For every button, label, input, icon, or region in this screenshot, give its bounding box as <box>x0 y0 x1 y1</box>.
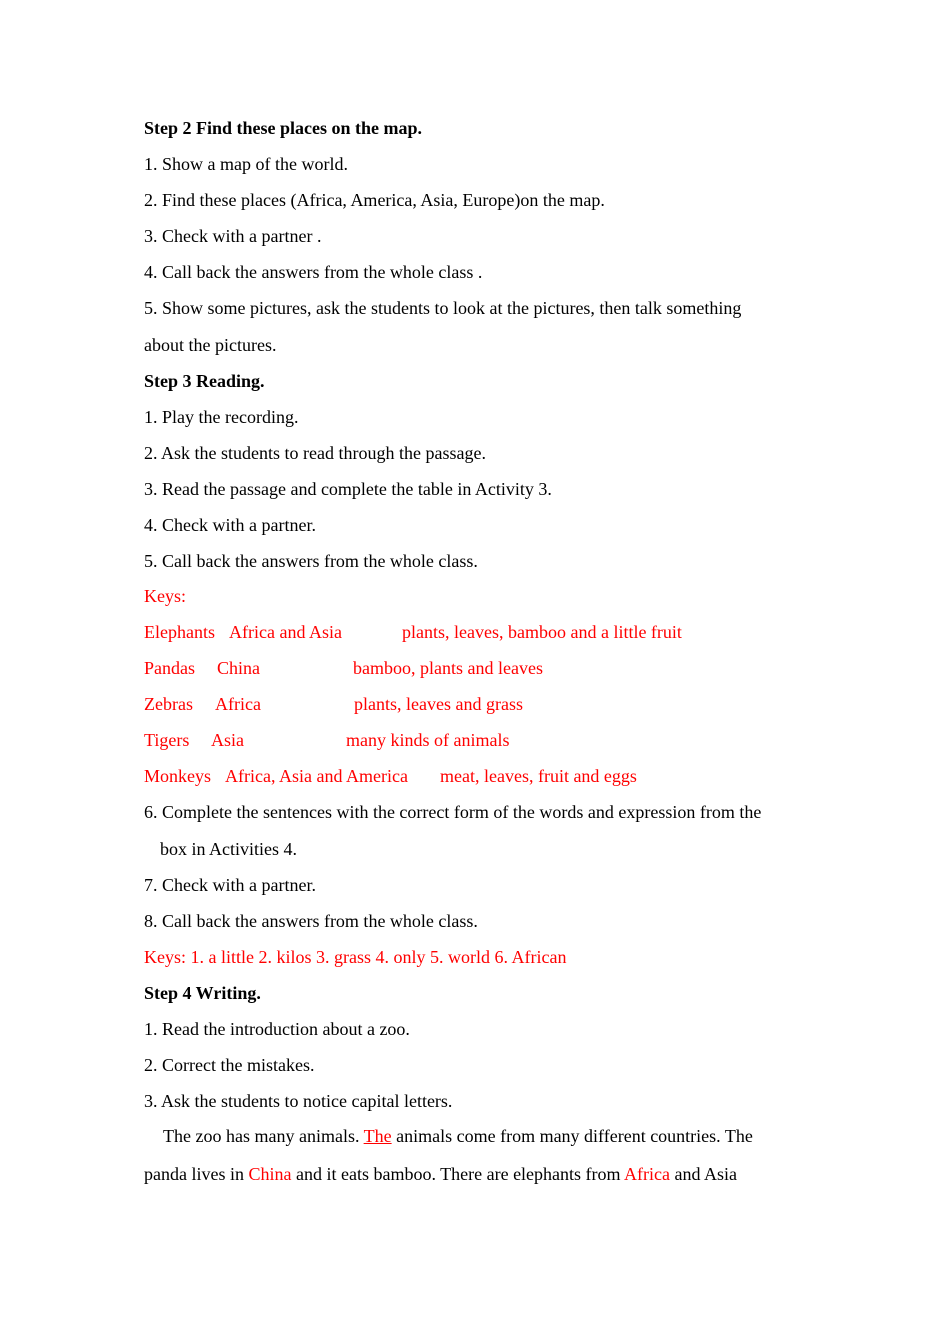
step3-item-5: 5. Call back the answers from the whole class. <box>144 551 478 571</box>
step2-item-3: 3. Check with a partner . <box>144 226 322 246</box>
step4-item-3: 3. Ask the students to notice capital letters. <box>144 1091 453 1111</box>
table-cell-food: plants, leaves and grass <box>354 694 523 714</box>
step3-item-6: 6. Complete the sentences with the correct form of the words and expression from the <box>144 802 762 822</box>
step3-item-7: 7. Check with a partner. <box>144 875 316 895</box>
step2-item-2: 2. Find these places (Africa, America, Asia, Europe)on the map. <box>144 190 605 210</box>
step2-item-5-cont: about the pictures. <box>144 335 277 355</box>
table-cell-place: Africa <box>215 694 261 714</box>
table-cell-animal: Pandas <box>144 658 195 678</box>
para-text: panda lives in <box>144 1164 249 1184</box>
step3-item-2: 2. Ask the students to read through the passage. <box>144 443 486 463</box>
zoo-paragraph-line-2 <box>144 1163 737 1185</box>
table-cell-food: many kinds of animals <box>346 730 510 750</box>
step2-item-5: 5. Show some pictures, ask the students to look at the pictures, then talk something <box>144 298 742 318</box>
table-cell-place: Asia <box>211 730 244 750</box>
table-cell-food: bamboo, plants and leaves <box>353 658 543 678</box>
keys-answers: Keys: 1. a little 2. kilos 3. grass 4. only 5. world 6. African <box>144 947 567 967</box>
step2-item-4: 4. Call back the answers from the whole class . <box>144 262 483 282</box>
table-cell-food: plants, leaves, bamboo and a little fruit <box>402 622 682 642</box>
step3-item-8: 8. Call back the answers from the whole class. <box>144 911 478 931</box>
table-cell-animal: Tigers <box>144 730 190 750</box>
table-cell-food: meat, leaves, fruit and eggs <box>440 766 637 786</box>
step3-item-6-cont: box in Activities 4. <box>160 839 297 859</box>
step3-heading: Step 3 Reading. <box>144 371 265 391</box>
corrected-word: Africa <box>624 1164 671 1184</box>
step4-item-1: 1. Read the introduction about a zoo. <box>144 1019 410 1039</box>
para-text: animals come from many different countries. The <box>391 1126 753 1146</box>
table-cell-animal: Zebras <box>144 694 193 714</box>
zoo-paragraph-line-1 <box>163 1125 753 1147</box>
para-text: and it eats bamboo. There are elephants from <box>291 1164 625 1184</box>
para-text: The zoo has many animals. <box>163 1126 364 1146</box>
table-cell-place: Africa and Asia <box>229 622 342 642</box>
step4-item-2: 2. Correct the mistakes. <box>144 1055 315 1075</box>
table-cell-place: Africa, Asia and America <box>225 766 408 786</box>
step4-heading: Step 4 Writing. <box>144 983 261 1003</box>
table-cell-animal: Monkeys <box>144 766 211 786</box>
corrected-word: China <box>248 1164 292 1184</box>
step3-item-4: 4. Check with a partner. <box>144 515 316 535</box>
step2-heading: Step 2 Find these places on the map. <box>144 118 423 138</box>
keys-label: Keys: <box>144 586 186 606</box>
step3-item-1: 1. Play the recording. <box>144 407 299 427</box>
step2-item-1: 1. Show a map of the world. <box>144 154 348 174</box>
step3-item-3: 3. Read the passage and complete the table in Activity 3. <box>144 479 552 499</box>
table-cell-animal: Elephants <box>144 622 215 642</box>
table-cell-place: China <box>217 658 260 678</box>
corrected-word: The <box>363 1126 392 1146</box>
para-text: and Asia <box>670 1164 738 1184</box>
